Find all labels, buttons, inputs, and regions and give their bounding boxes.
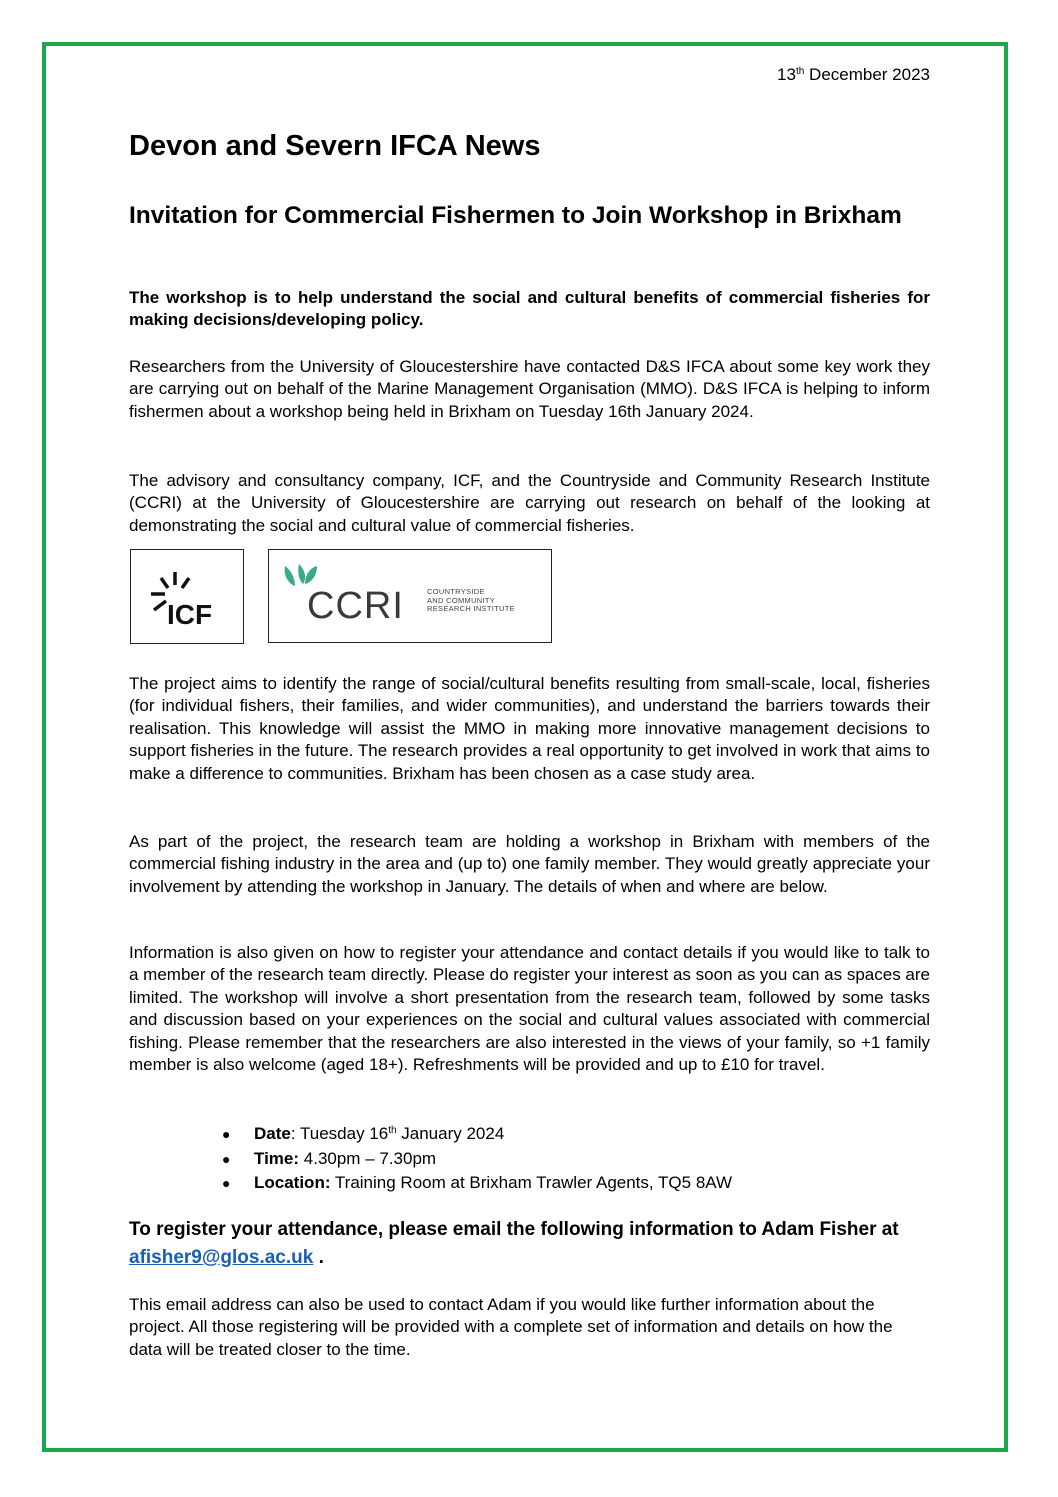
bullet-icon: ● bbox=[222, 1126, 231, 1142]
lead-paragraph: The workshop is to help understand the social and cultural benefits of commercial fisheries for making decisions/developing policy. bbox=[129, 288, 930, 330]
icf-logo bbox=[130, 549, 244, 644]
article-heading: Invitation for Commercial Fishermen to Join Workshop in Brixham bbox=[129, 202, 902, 229]
ccri-logo bbox=[268, 549, 552, 643]
paragraph-contact: This email address can also be used to contact Adam if you would like further information about the project. All those registering will be provided with a complete set of information and details on how the data will be treated closer to the time. bbox=[129, 1295, 893, 1359]
paragraph-workshop: As part of the project, the research team are holding a workshop in Brixham with members of the commercial fishing industry in the area and (up to) one family member. They would greatly appreciate your involvement by attending the workshop in January. The details of when and where are below. bbox=[129, 832, 930, 896]
list-item: ● Location: Training Room at Brixham Trawler Agents, TQ5 8AW bbox=[200, 1171, 732, 1196]
email-link[interactable]: afisher9@glos.ac.uk bbox=[129, 1247, 314, 1268]
workshop-details-list bbox=[200, 1122, 732, 1196]
ccri-wordmark: CCRI bbox=[307, 585, 404, 627]
svg-text:ICF: ICF bbox=[167, 599, 213, 630]
ccri-subtitle: COUNTRYSIDE AND COMMUNITY RESEARCH INSTITUTE bbox=[427, 587, 515, 613]
bullet-icon: ● bbox=[222, 1175, 231, 1191]
paragraph-researchers: Researchers from the University of Gloucestershire have contacted D&S IFCA about some key work they are carrying out on behalf of the Marine Management Organisation (MMO). D&S IFCA is helping to inform fishermen about a workshop being held in Brixham on Tuesday 16th January 2024. bbox=[129, 357, 930, 421]
register-heading: To register your attendance, please email the following information to Adam Fisher at afisher9@glos.ac.uk . bbox=[129, 1219, 899, 1268]
list-item: ● Time: 4.30pm – 7.30pm bbox=[200, 1147, 732, 1172]
list-item: ● Date: Tuesday 16th January 2024 bbox=[200, 1122, 732, 1147]
paragraph-registration-info: Information is also given on how to register your attendance and contact details if you would like to talk to a member of the research team directly. Please do register your interest as soon as you can as spaces are limited. The workshop will involve a short presentation from the research team, followed by some tasks and discussion based on your experiences on the social and cultural values associated with commercial fishing. Please remember that the researchers are also interested in the views of your family, so +1 family member is also welcome (aged 18+). Refreshments will be provided and up to £10 for travel. bbox=[129, 943, 930, 1075]
page-title: Devon and Severn IFCA News bbox=[129, 130, 541, 162]
paragraph-project-aims: The project aims to identify the range of social/cultural benefits resulting from small-scale, local, fisheries (for individual fishers, their families, and wider communities), and understand the barriers towards their realisation. This knowledge will assist the MMO in making more innovative management decisions to support fisheries in the future. The research provides a real opportunity to get involved in work that aims to make a difference to communities. Brixham has been chosen as a case study area. bbox=[129, 674, 930, 783]
document-date: 13th December 2023 bbox=[777, 65, 930, 84]
bullet-icon: ● bbox=[222, 1150, 231, 1167]
icf-burst-icon bbox=[149, 568, 229, 630]
paragraph-advisory: The advisory and consultancy company, ICF, and the Countryside and Community Research Institute (CCRI) at the University of Gloucestershire are carrying out research on behalf of the looking at demonstrating the social and cultural value of commercial fisheries. bbox=[129, 471, 930, 535]
